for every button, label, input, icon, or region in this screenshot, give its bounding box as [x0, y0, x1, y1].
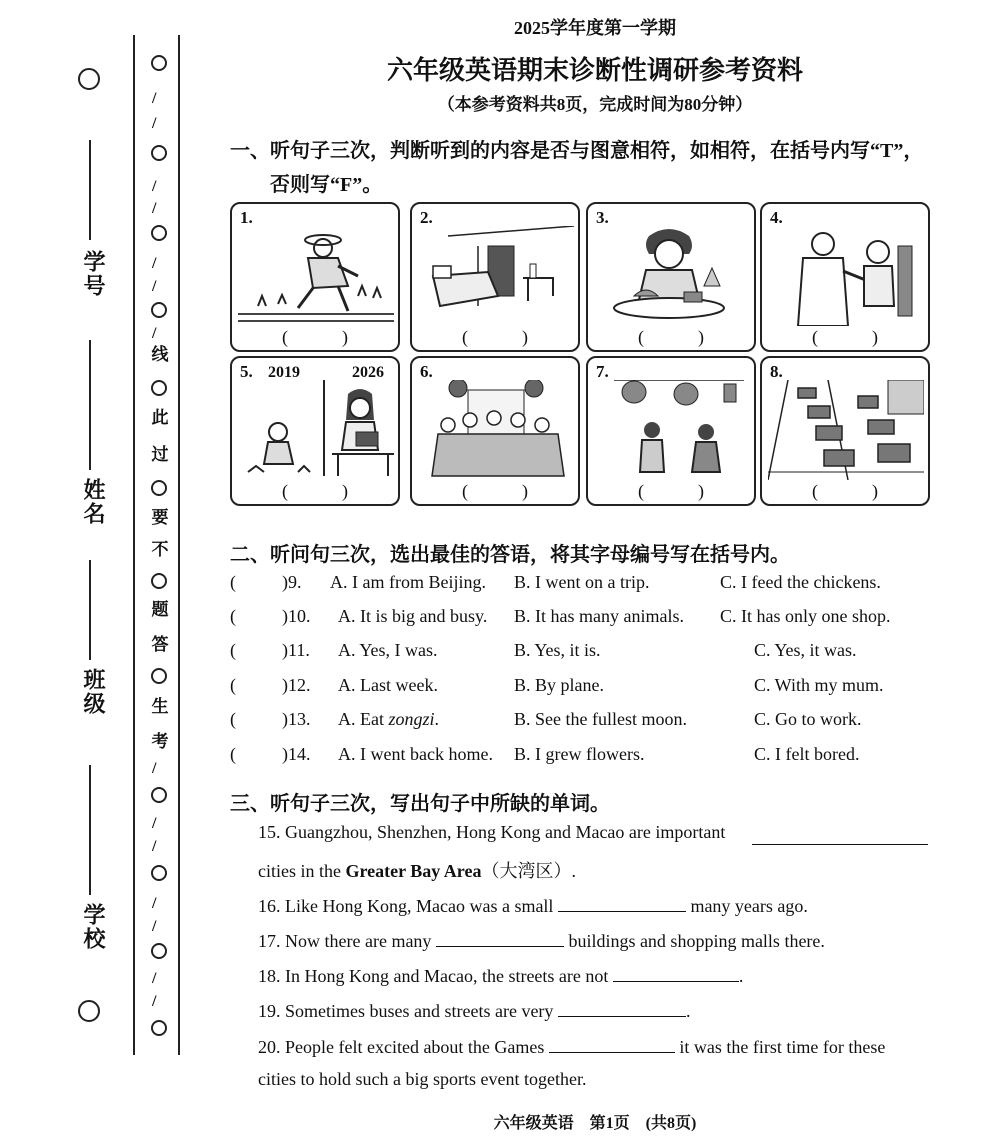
- section1-title-cont: 否则写“F”。: [270, 174, 383, 196]
- year-label-right: 2026: [352, 364, 384, 381]
- seal-slash: /: [152, 760, 157, 777]
- binding-hole-top: [78, 68, 100, 90]
- answer-blank-16[interactable]: [558, 893, 686, 912]
- option-b: B. By plane.: [514, 675, 604, 695]
- question-16: 16. Like Hong Kong, Macao was a small many years ago.: [258, 893, 808, 917]
- answer-parens[interactable]: ( ): [282, 327, 348, 347]
- boy-eating-junk-food-icon: [594, 226, 750, 326]
- option-c: C. It has only one shop.: [720, 606, 891, 626]
- seal-slash: /: [152, 325, 157, 342]
- seal-slash: /: [152, 838, 157, 855]
- answer-parens[interactable]: ( ): [638, 481, 704, 501]
- question-number: )12.: [282, 675, 311, 695]
- page-footer: 六年级英语 第1页 (共8页): [493, 1115, 697, 1132]
- doctor-patient-icon: [768, 226, 924, 326]
- option-a: A. Yes, I was.: [338, 640, 438, 660]
- name-label: 姓名: [81, 478, 106, 526]
- option-c: C. I felt bored.: [754, 744, 860, 764]
- page-title: 六年级英语期末诊断性调研参考资料: [386, 56, 803, 85]
- class-label: 班级: [81, 668, 106, 716]
- picture-number: 6.: [420, 362, 433, 381]
- question-20-line2: cities to hold such a big sports event together.: [258, 1069, 587, 1089]
- family-gathering-icon: [418, 380, 574, 480]
- option-b: B. Yes, it is.: [514, 640, 601, 660]
- seal-circle: [151, 225, 167, 241]
- seal-circle: [151, 55, 167, 71]
- seal-char: 过: [151, 445, 169, 464]
- picture-number: 7.: [596, 362, 609, 381]
- seal-slash: /: [152, 200, 157, 217]
- picture-box-2: [410, 202, 580, 352]
- seal-slash: /: [152, 895, 157, 912]
- answer-parens[interactable]: ( ): [462, 481, 528, 501]
- question-number: )10.: [282, 606, 311, 626]
- seal-circle: [151, 145, 167, 161]
- binding-hole-bottom: [78, 1000, 100, 1022]
- picture-number: 8.: [770, 362, 783, 381]
- option-c: C. Yes, it was.: [754, 640, 857, 660]
- question-number: )11.: [282, 640, 310, 660]
- seal-circle: [151, 302, 167, 318]
- option-a: A. I am from Beijing.: [330, 572, 486, 592]
- seal-circle: [151, 1020, 167, 1036]
- seal-char: 答: [151, 635, 169, 654]
- seal-circle: [151, 380, 167, 396]
- option-a: A. I went back home.: [338, 744, 493, 764]
- answer-parens[interactable]: ( ): [638, 327, 704, 347]
- farmer-planting-icon: [238, 226, 394, 326]
- picture-box-1: [230, 202, 400, 352]
- answer-blank-20[interactable]: [549, 1034, 675, 1053]
- option-c: C. Go to work.: [754, 709, 862, 729]
- option-b: B. I went on a trip.: [514, 572, 650, 592]
- seal-circle: [151, 787, 167, 803]
- seal-slash: /: [152, 918, 157, 935]
- option-c: C. I feed the chickens.: [720, 572, 881, 592]
- student-id-line: [89, 140, 91, 240]
- school-line: [89, 765, 91, 895]
- binding-line-right: [178, 35, 180, 1055]
- question-17: 17. Now there are many buildings and shopping malls there.: [258, 928, 825, 952]
- seal-slash: /: [152, 90, 157, 107]
- answer-blank-19[interactable]: [558, 998, 686, 1017]
- seal-slash: /: [152, 115, 157, 132]
- question-number: )14.: [282, 744, 311, 764]
- section2-title: 二、听问句三次，选出最佳的答语，将其字母编号写在括号内。: [230, 544, 790, 566]
- girl-growing-up-icon: [238, 380, 394, 480]
- answer-blank-18[interactable]: [613, 963, 739, 982]
- seal-char: 生: [151, 697, 169, 716]
- answer-parens[interactable]: ( ): [812, 327, 878, 347]
- option-a: A. Last week.: [338, 675, 438, 695]
- seal-char: 考: [151, 732, 169, 751]
- answer-paren[interactable]: (: [230, 572, 236, 592]
- picture-number: 3.: [596, 208, 609, 227]
- question-number: )13.: [282, 709, 311, 729]
- bedroom-icon: [418, 226, 574, 326]
- seal-circle: [151, 668, 167, 684]
- question-number: )9.: [282, 572, 302, 592]
- seal-char: 线: [151, 345, 169, 364]
- option-c: C. With my mum.: [754, 675, 884, 695]
- option-b: B. It has many animals.: [514, 606, 684, 626]
- school-label: 学校: [81, 903, 106, 951]
- term-heading: 2025学年度第一学期: [514, 18, 676, 38]
- seal-char: 不: [151, 540, 169, 559]
- picture-number: 2.: [420, 208, 433, 227]
- seal-char: 题: [151, 600, 169, 619]
- picture-number: 1.: [240, 208, 253, 227]
- option-a: A. It is big and busy.: [338, 606, 488, 626]
- seal-circle: [151, 865, 167, 881]
- name-line: [89, 340, 91, 470]
- answer-paren[interactable]: (: [230, 640, 236, 660]
- question-15-line2: cities in the Greater Bay Area（大湾区）.: [258, 861, 576, 881]
- answer-blank-15[interactable]: [752, 826, 928, 845]
- option-b: B. I grew flowers.: [514, 744, 645, 764]
- section3-title: 三、听句子三次，写出句子中所缺的单词。: [230, 793, 610, 815]
- seal-slash: /: [152, 993, 157, 1010]
- answer-parens[interactable]: ( ): [282, 481, 348, 501]
- picture-box-7: [586, 356, 756, 506]
- question-20-line1: 20. People felt excited about the Games it was the first time for these: [258, 1034, 885, 1058]
- picture-box-6: [410, 356, 580, 506]
- picture-number: 4.: [770, 208, 783, 227]
- binding-line-left: [133, 35, 135, 1055]
- answer-paren[interactable]: (: [230, 744, 236, 764]
- seal-circle: [151, 943, 167, 959]
- student-id-label: 学号: [81, 250, 106, 298]
- seal-circle: [151, 480, 167, 496]
- answer-paren[interactable]: (: [230, 675, 236, 695]
- option-b: B. See the fullest moon.: [514, 709, 687, 729]
- answer-paren[interactable]: (: [230, 709, 236, 729]
- picture-box-8: [760, 356, 930, 506]
- traffic-jam-icon: [768, 380, 924, 480]
- seal-slash: /: [152, 178, 157, 195]
- seal-slash: /: [152, 278, 157, 295]
- question-15-line1: 15. Guangzhou, Shenzhen, Hong Kong and Macao are important: [258, 822, 726, 842]
- seal-char: 要: [151, 508, 169, 527]
- seal-slash: /: [152, 255, 157, 272]
- seal-circle: [151, 573, 167, 589]
- lanterns-couple-icon: [594, 380, 750, 480]
- seal-char: 此: [151, 408, 169, 427]
- picture-number: 5.: [240, 362, 253, 381]
- answer-parens[interactable]: ( ): [462, 327, 528, 347]
- year-label-left: 2019: [268, 364, 300, 381]
- seal-slash: /: [152, 815, 157, 832]
- answer-parens[interactable]: ( ): [812, 481, 878, 501]
- answer-blank-17[interactable]: [436, 928, 564, 947]
- question-18: 18. In Hong Kong and Macao, the streets are not .: [258, 963, 743, 987]
- section1-title: 一、听句子三次，判断听到的内容是否与图意相符，如相符，在括号内写“T”，: [230, 140, 924, 162]
- seal-slash: /: [152, 970, 157, 987]
- answer-paren[interactable]: (: [230, 606, 236, 626]
- picture-box-3: [586, 202, 756, 352]
- page-subtitle: （本参考资料共8页，完成时间为80分钟）: [437, 95, 753, 114]
- class-line: [89, 560, 91, 660]
- picture-box-4: [760, 202, 930, 352]
- option-a: A. Eat zongzi.: [338, 709, 439, 729]
- question-19: 19. Sometimes buses and streets are very .: [258, 998, 690, 1022]
- picture-box-5: [230, 356, 400, 506]
